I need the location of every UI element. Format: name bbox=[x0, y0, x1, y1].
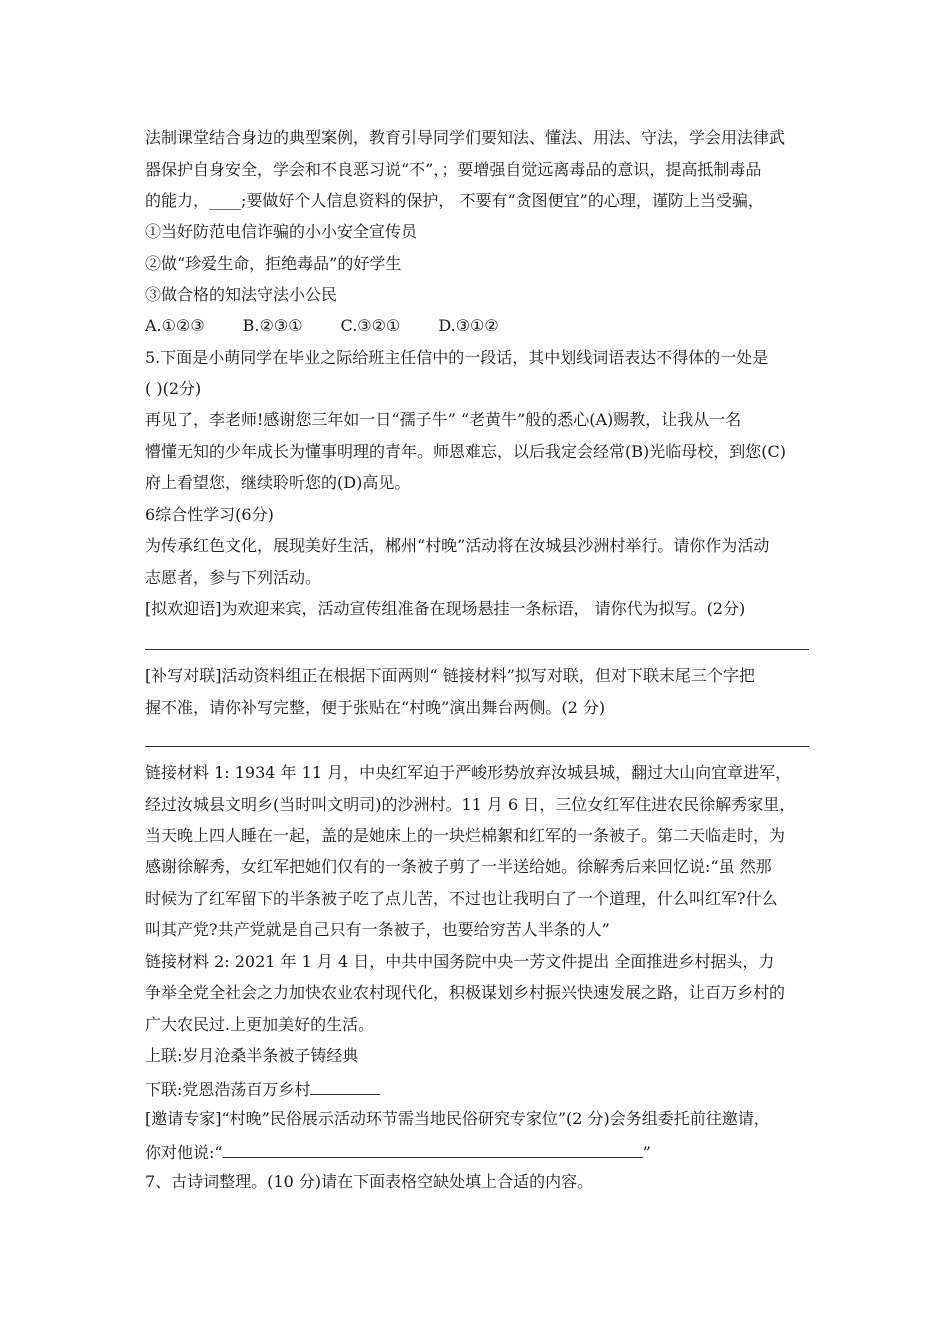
q5-stem-line-1: 5.下面是小萌同学在毕业之际给班主任信中的一段话，其中划线词语表达不得体的一处是 bbox=[145, 348, 769, 367]
q6-intro-line-2: 志愿者，参与下列活动。 bbox=[145, 568, 322, 587]
q6-material1-line-2: 经过汝城县文明乡(当时叫文明司)的沙洲村。11 月 6 日，三位女红军住进农民徐解秀家里， bbox=[145, 795, 796, 814]
q6-task3-answer-blank[interactable] bbox=[223, 1141, 643, 1158]
q7-title: 7、古诗词整理。(10 分)请在下面表格空缺处填上合适的内容。 bbox=[145, 1172, 594, 1191]
q6-task3-suffix: ” bbox=[642, 1143, 651, 1162]
q6-task3-line-2 bbox=[145, 1141, 815, 1163]
q6-title: 6综合性学习(6分) bbox=[145, 505, 274, 524]
q4-stem-line-3: 的能力，____;要做好个人信息资料的保护， 不要有“贪图便宜”的心理，谨防上当受骗， bbox=[145, 191, 764, 210]
q4-item-1: ①当好防范电信诈骗的小小安全宣传员 bbox=[145, 222, 418, 241]
q4-option-c[interactable]: C.③②① bbox=[340, 316, 401, 335]
q6-task2-line-2: 握不准，请你补写完整，便于张贴在“村晚”演出舞台两侧。(2 分) bbox=[145, 698, 606, 717]
q5-passage-line-2: 懵懂无知的少年成长为懂事明理的青年。师恩难忘，以后我定会经常(B)光临母校，到您(C) bbox=[145, 442, 786, 461]
q6-material1-line-3: 当天晚上四人睡在一起，盖的是她床上的一块烂棉絮和红军的一条被子。第二天临走时，为 bbox=[145, 826, 786, 845]
q4-options bbox=[145, 316, 815, 336]
q6-intro-line-1: 为传承红色文化，展现美好生活，郴州“村晚”活动将在汝城县沙洲村举行。请你作为活动 bbox=[145, 536, 770, 555]
q6-couplet-lower-row bbox=[145, 1078, 815, 1100]
q6-task1-welcome-slogan: [拟欢迎语]为欢迎来宾，活动宣传组准备在现场悬挂一条标语， 请你代为拟写。(2分) bbox=[145, 599, 746, 618]
q4-stem-line-2: 器保护自身安全，学会和不良恶习说“不”，；要增强自觉远离毒品的意识，提高抵制毒品 bbox=[145, 160, 762, 179]
q6-task3-line-1: [邀请专家]“村晚”民俗展示活动环节需当地民俗研究专家位”(2 分)会务组委托前往邀请， bbox=[145, 1109, 770, 1128]
q6-task2-answer-line[interactable] bbox=[145, 746, 809, 747]
q4-item-2: ②做“珍爱生命，拒绝毒品”的好学生 bbox=[145, 254, 402, 273]
q6-couplet-blank[interactable] bbox=[310, 1078, 380, 1095]
q6-task1-answer-line[interactable] bbox=[145, 649, 809, 650]
q4-item-3: ③做合格的知法守法小公民 bbox=[145, 285, 338, 304]
q6-task3-prefix: 你对他说:“ bbox=[145, 1143, 223, 1162]
q4-option-d[interactable]: D.③①② bbox=[438, 316, 499, 335]
q4-option-a[interactable]: A.①②③ bbox=[145, 316, 205, 335]
q6-material1-line-5: 时候为了红军留下的半条被子吃了点儿苦，不过也让我明白了一个道理，什么叫红军?什么 bbox=[145, 889, 778, 908]
q6-material1-line-1: 链接材料 1: 1934 年 11 月，中央红军迫于严峻形势放弃汝城县城，翻过大山向宜章进军， bbox=[145, 763, 792, 782]
q6-couplet-upper: 上联:岁月沧桑半条被子铸经典 bbox=[145, 1046, 359, 1065]
q6-material2-line-2: 争举全党全社会之力加快农业农村现代化，积极谋划乡村振兴快速发展之路，让百万乡村的 bbox=[145, 983, 786, 1002]
q5-passage-line-1: 再见了，李老师!感谢您三年如一日“孺子牛” “老黄牛”般的悉心(A)赐教，让我从一名 bbox=[145, 410, 742, 429]
q6-material2-line-3: 广大农民过.上更加美好的生活。 bbox=[145, 1015, 375, 1034]
q6-material1-line-4: 感谢徐解秀，女红军把她们仅有的一条被子剪了一半送给她。徐解秀后来回忆说:“虽 然那 bbox=[145, 857, 772, 876]
q6-material2-line-1: 链接材料 2: 2021 年 1 月 4 日，中共中国务院中央一芳文件提出 全面推进乡村据头，力 bbox=[145, 952, 775, 971]
q6-task2-line-1: [补写对联]活动资料组正在根据下面两则“ 链接材料”拟写对联，但对下联末尾三个字把 bbox=[145, 666, 755, 685]
q4-stem-line-1: 法制课堂结合身边的典型案例，教育引导同学们要知法、懂法、用法、守法，学会用法律武 bbox=[145, 128, 786, 147]
q5-stem-line-2: ( )(2分) bbox=[145, 379, 202, 398]
q6-couplet-lower: 下联:党恩浩荡百万乡村 bbox=[145, 1080, 311, 1099]
q5-passage-line-3: 府上看望您，继续聆听您的(D)高见。 bbox=[145, 473, 411, 492]
q6-material1-line-6: 叫其产党?共产党就是自己只有一条被子，也要给穷苦人半条的人” bbox=[145, 920, 610, 939]
q4-option-b[interactable]: B.②③① bbox=[242, 316, 303, 335]
